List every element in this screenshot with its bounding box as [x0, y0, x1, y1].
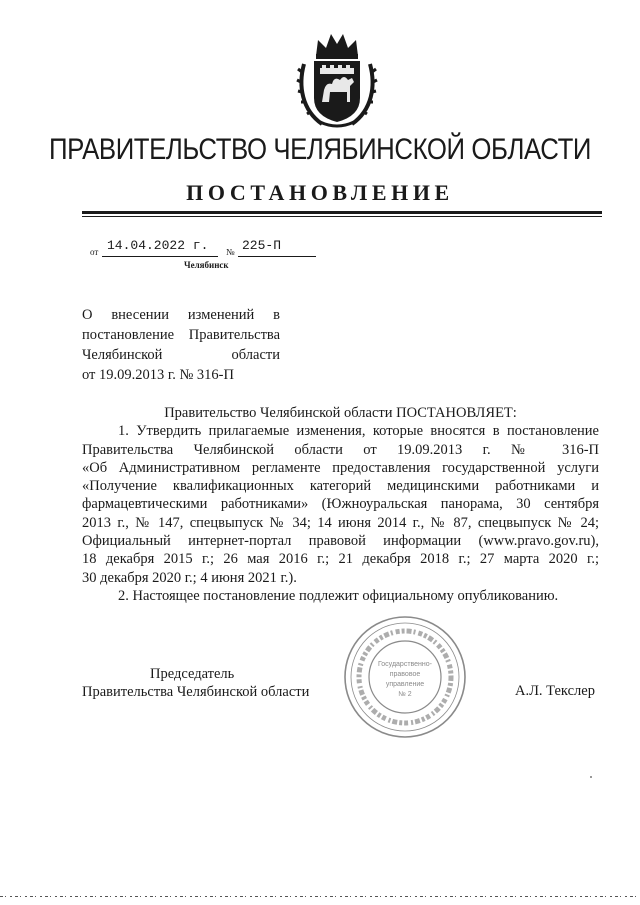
document-subject [82, 305, 280, 385]
header-divider-thick [82, 211, 602, 214]
signatory-title [82, 665, 309, 701]
body-line: 30 декабря 2020 г.; 4 июня 2021 г.). [82, 569, 297, 586]
number-underline [238, 256, 316, 257]
signatory-name: А.Л. Текслер [515, 683, 595, 699]
coat-of-arms-emblem [296, 26, 378, 130]
document-date: 14.04.2022 г. [107, 238, 209, 253]
stamp-line: правовое [389, 671, 421, 678]
stamp-line: Государственно- [377, 661, 433, 668]
stamp-line: управление [385, 681, 425, 688]
number-prefix: № [226, 247, 235, 257]
body-line: «Об Административном регламенте предоставления государственной услуги [82, 459, 599, 476]
document-body [82, 404, 599, 605]
from-prefix: от [90, 247, 99, 257]
body-line: фармацевтическими работниками» (Южноуральская панорама, 30 сентября [82, 496, 599, 513]
body-line: Официальный интернет-портал правовой информации (www.pravo.gov.ru), [82, 533, 599, 550]
government-title: ПРАВИТЕЛЬСТВО ЧЕЛЯБИНСКОЙ ОБЛАСТИ [48, 133, 592, 166]
stamp-line: № 2 [398, 691, 412, 698]
document-type: ПОСТАНОВЛЕНИЕ [186, 180, 454, 205]
subject-line: постановление Правительства [82, 327, 280, 343]
header-divider-thin [82, 216, 602, 217]
subject-line: О внесении изменений в [82, 307, 280, 323]
subject-line: от 19.09.2013 г. № 316-П [82, 367, 234, 383]
body-line: Правительства Челябинской области от 19.09.2013 г. № 316-П [82, 441, 599, 458]
item-2: 2. Настоящее постановление подлежит официальному опубликованию. [118, 587, 559, 604]
official-seal-stamp [342, 614, 468, 740]
body-line: «Получение квалификационных категорий медицинскими работниками и [82, 478, 599, 495]
scan-bottom-edge [0, 895, 640, 898]
signatory-title-line2: Правительства Челябинской области [82, 684, 310, 700]
preamble: Правительство Челябинской области ПОСТАНОВЛЯЕТ: [164, 405, 517, 421]
document-number: 225-П [242, 238, 282, 253]
subject-line: Челябинской области [82, 347, 280, 363]
body-line: 2013 г., № 147, спецвыпуск № 34; 14 июня 2014 г., № 87, спецвыпуск № 24; [82, 514, 599, 531]
scan-speck [590, 776, 592, 778]
date-underline [102, 256, 218, 257]
signatory-title-line1: Председатель [150, 666, 235, 682]
body-line: 1. Утвердить прилагаемые изменения, которые вносятся в постановление [118, 423, 599, 440]
body-line: 18 декабря 2015 г.; 26 мая 2016 г.; 21 декабря 2018 г.; 27 марта 2020 г.; [82, 551, 599, 568]
city-label: Челябинск [184, 260, 229, 270]
document-meta-row [90, 238, 330, 262]
